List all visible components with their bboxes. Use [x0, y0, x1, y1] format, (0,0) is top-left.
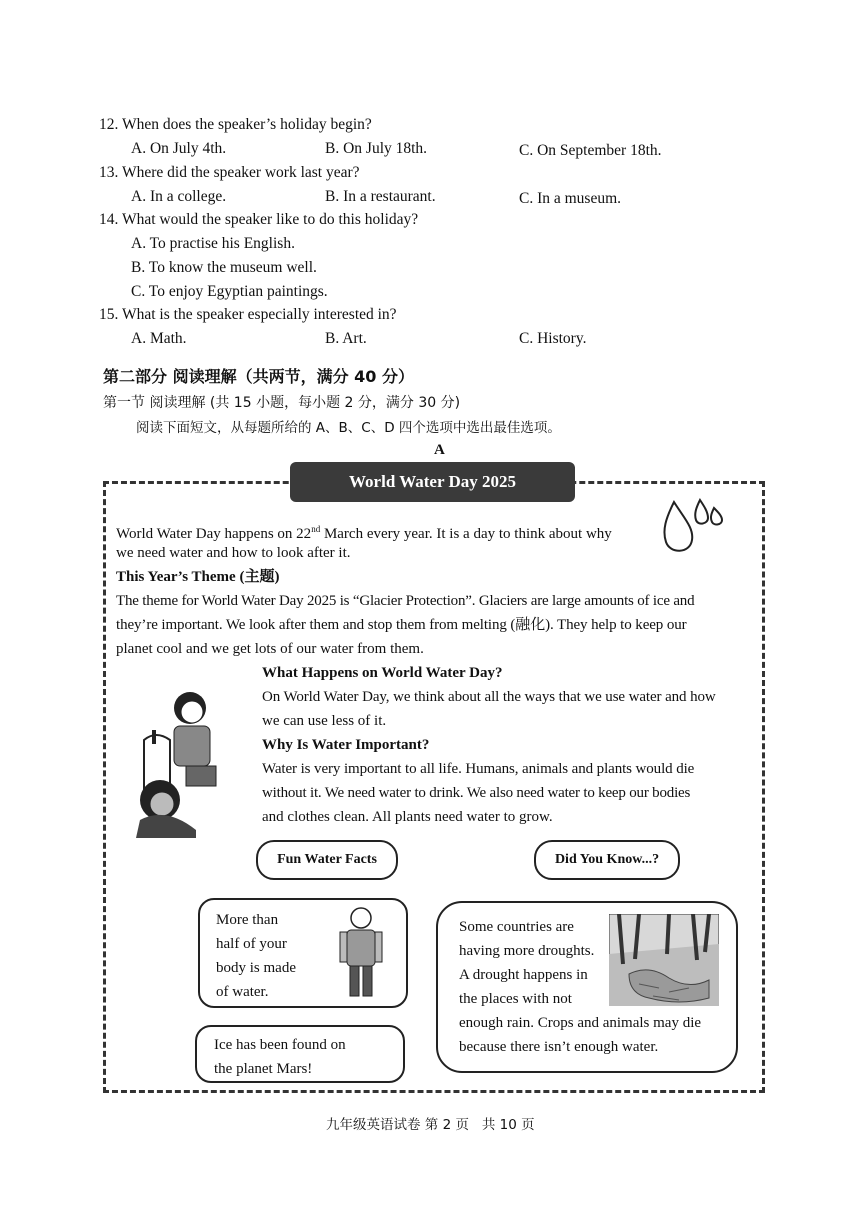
important-line-1: Water is very important to all life. Humans, animals and plants would die — [262, 761, 695, 777]
theme-line-2: they’re important. We look after them and stop them from melting (融化). They help to keep our — [116, 617, 687, 633]
option-12a: A. On July 4th. — [131, 140, 227, 157]
option-12b: B. On July 18th. — [325, 140, 428, 157]
passage-label: A — [434, 442, 445, 458]
question-14 — [99, 211, 418, 229]
fact2-line-1: Ice has been found on — [214, 1037, 346, 1053]
question-15 — [99, 306, 397, 324]
question-13 — [99, 164, 360, 182]
fact1-line-2: half of your — [216, 936, 287, 952]
know-line-1: Some countries are — [459, 919, 574, 935]
fact2-line-2: the planet Mars! — [214, 1061, 313, 1077]
option-13c: C. In a museum. — [519, 190, 622, 207]
option-13a: A. In a college. — [131, 188, 227, 205]
drought-landscape-image — [609, 914, 719, 1006]
question-text: What is the speaker especially interested in? — [121, 306, 397, 323]
important-line-2: without it. We need water to drink. We also need water to keep our bodies — [262, 785, 691, 801]
theme-line-3: planet cool and we get lots of our water from them. — [116, 641, 424, 657]
option-15b: B. Art. — [325, 330, 367, 347]
intro-line-2: we need water and how to look after it. — [116, 545, 351, 561]
question-text: What would the speaker like to do this holiday? — [121, 211, 419, 228]
fact1-line-4: of water. — [216, 984, 269, 1000]
important-heading: Why Is Water Important? — [262, 737, 430, 753]
did-you-know-label: Did You Know...? — [534, 840, 680, 880]
part-two-title: 第二部分 阅读理解（共两节，满分 40 分） — [103, 367, 414, 386]
important-line-3: and clothes clean. All plants need water to grow. — [262, 809, 553, 825]
person-outline-icon — [338, 906, 384, 1000]
happens-heading: What Happens on World Water Day? — [262, 665, 503, 681]
theme-line-1: The theme for World Water Day 2025 is “Glacier Protection”. Glaciers are large amounts of ice and — [116, 593, 695, 609]
question-text: Where did the speaker work last year? — [121, 164, 360, 181]
question-number: 14. — [99, 211, 119, 228]
happens-line-1: On World Water Day, we think about all the ways that we use water and how — [262, 689, 716, 705]
question-number: 12. — [99, 116, 119, 133]
section-one-title: 第一节 阅读理解 (共 15 小题，每小题 2 分，满分 30 分) — [103, 395, 461, 411]
option-14c: C. To enjoy Egyptian paintings. — [131, 283, 328, 300]
option-14b: B. To know the museum well. — [131, 259, 317, 276]
fact1-line-3: body is made — [216, 960, 296, 976]
page-footer: 九年级英语试卷 第 2 页 共 10 页 — [326, 1117, 535, 1133]
know-line-3: A drought happens in — [459, 967, 588, 983]
know-line-2: having more droughts. — [459, 943, 595, 959]
know-line-4: the places with not — [459, 991, 572, 1007]
option-13b: B. In a restaurant. — [325, 188, 436, 205]
children-washing-illustration — [126, 680, 254, 838]
question-text: When does the speaker’s holiday begin? — [121, 116, 372, 133]
know-line-6: because there isn’t enough water. — [459, 1039, 659, 1055]
know-line-5: enough rain. Crops and animals may die — [459, 1015, 702, 1031]
theme-heading: This Year’s Theme (主题) — [116, 569, 280, 585]
fun-water-facts-label: Fun Water Facts — [256, 840, 398, 880]
option-14a: A. To practise his English. — [131, 235, 295, 252]
happens-line-2: we can use less of it. — [262, 713, 387, 729]
option-12c: C. On September 18th. — [519, 142, 662, 159]
question-12 — [99, 116, 372, 134]
option-15a: A. Math. — [131, 330, 187, 347]
instruction-text: 阅读下面短文，从每题所给的 A、B、C、D 四个选项中选出最佳选项。 — [136, 420, 561, 436]
option-15c: C. History. — [519, 330, 587, 347]
article-banner: World Water Day 2025 — [290, 462, 575, 502]
question-number: 15. — [99, 306, 119, 323]
question-number: 13. — [99, 164, 119, 181]
water-drops-icon — [660, 496, 730, 560]
fact1-line-1: More than — [216, 912, 279, 928]
intro-line-1: World Water Day happens on 22nd March every year. It is a day to think about why — [116, 524, 612, 542]
